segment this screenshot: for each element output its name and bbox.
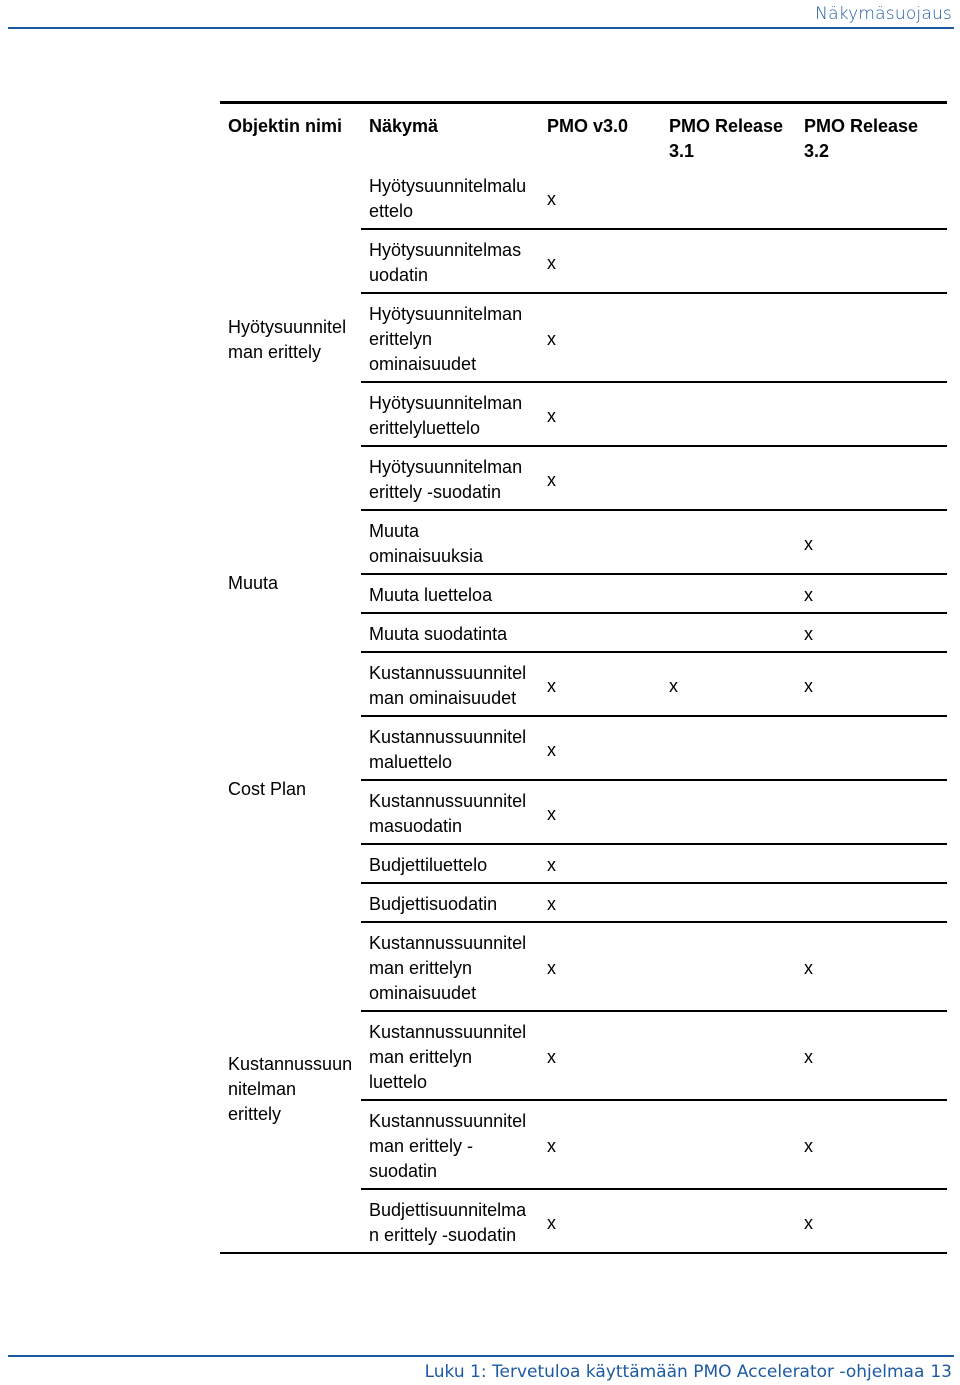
- pmo-v30-cell: x: [539, 883, 661, 922]
- pmo-v30-cell: x: [539, 922, 661, 1011]
- page-footer: [425, 1362, 952, 1382]
- column-header-object: Objektin nimi: [228, 116, 343, 136]
- pmo-r31-cell: [661, 1189, 796, 1253]
- pmo-r31-cell: x: [661, 652, 796, 716]
- table-body: [220, 166, 947, 1253]
- pmo-v30-cell: x: [539, 229, 661, 293]
- view-name-cell: Hyötysuunnitelman erittely -suodatin: [361, 446, 539, 510]
- view-name-cell: Kustannussuunnitelman erittely -suodatin: [361, 1100, 539, 1189]
- pmo-r31-cell: [661, 883, 796, 922]
- view-name-cell: Kustannussuunnitelmasuodatin: [361, 780, 539, 844]
- view-name-cell: Kustannussuunnitelman erittelyn luettelo: [361, 1011, 539, 1100]
- view-name-cell: Kustannussuunnitelman ominaisuudet: [361, 652, 539, 716]
- pmo-v30-cell: x: [547, 1212, 556, 1233]
- pmo-r31-cell: [661, 780, 796, 844]
- object-name-cell: Cost Plan: [228, 778, 307, 799]
- table-row: [220, 166, 947, 229]
- pmo-r32-cell: [796, 382, 947, 446]
- pmo-r31-cell: [661, 510, 796, 574]
- pmo-v30-cell: [539, 510, 661, 574]
- pmo-r32-cell: x: [796, 613, 947, 652]
- footer-rule: [8, 1355, 954, 1357]
- view-name-cell: Budjettisuunnitelman erittely -suodatin: [369, 1200, 527, 1245]
- object-name-cell: Kustannussuunnitelman erittely: [228, 1053, 353, 1124]
- object-name-cell: Hyötysuunnitelman erittely: [228, 317, 347, 362]
- view-name-cell: Budjettiluettelo: [361, 844, 539, 883]
- pmo-r32-cell: [796, 166, 947, 229]
- column-header-v30: PMO v3.0: [547, 116, 629, 136]
- view-name-cell: Hyötysuunnitelman erittelyluettelo: [361, 382, 539, 446]
- pmo-v30-cell: x: [539, 446, 661, 510]
- view-name-cell: Hyötysuunnitelmaluettelo: [361, 166, 539, 229]
- pmo-r31-cell: [661, 574, 796, 613]
- table-header-row: [220, 103, 947, 167]
- table-row: [220, 652, 947, 716]
- pmo-r31-cell: [661, 1011, 796, 1100]
- view-name-cell: Kustannussuunnitelman erittelyn ominaisuudet: [361, 922, 539, 1011]
- pmo-v30-cell: x: [539, 382, 661, 446]
- pmo-r31-cell: [661, 1100, 796, 1189]
- pmo-r31-cell: [661, 293, 796, 382]
- pmo-r31-cell: [661, 382, 796, 446]
- pmo-v30-cell: [539, 613, 661, 652]
- object-name-cell: Muuta: [228, 572, 279, 593]
- pmo-v30-cell: x: [539, 780, 661, 844]
- view-name-cell: Muuta suodatinta: [361, 613, 539, 652]
- pmo-r31-cell: [661, 716, 796, 780]
- pmo-r32-cell: x: [796, 922, 947, 1011]
- running-header-title: Näkymäsuojaus: [815, 4, 952, 24]
- column-header-r32: PMO Release 3.2: [804, 116, 919, 161]
- views-table: [220, 101, 947, 1254]
- table-row: [220, 510, 947, 574]
- table-row: [220, 922, 947, 1011]
- pmo-r31-cell: [661, 229, 796, 293]
- pmo-r32-cell: [796, 780, 947, 844]
- pmo-v30-cell: x: [539, 652, 661, 716]
- pmo-r31-cell: [661, 922, 796, 1011]
- view-name-cell: Hyötysuunnitelmasuodatin: [361, 229, 539, 293]
- view-name-cell: Muuta ominaisuuksia: [361, 510, 539, 574]
- pmo-r31-cell: [661, 613, 796, 652]
- pmo-r32-cell: [796, 716, 947, 780]
- pmo-v30-cell: x: [539, 1100, 661, 1189]
- view-name-cell: Hyötysuunnitelman erittelyn ominaisuudet: [361, 293, 539, 382]
- column-header-r31: PMO Release 3.1: [669, 116, 784, 161]
- header-rule: [8, 27, 954, 29]
- pmo-v30-cell: x: [539, 844, 661, 883]
- pmo-r32-cell: x: [796, 1100, 947, 1189]
- pmo-r32-cell: x: [796, 510, 947, 574]
- pmo-r32-cell: [796, 446, 947, 510]
- footer-page-number: 13: [930, 1362, 952, 1382]
- pmo-r32-cell: x: [796, 1011, 947, 1100]
- view-name-cell: Muuta luetteloa: [361, 574, 539, 613]
- pmo-v30-cell: [539, 574, 661, 613]
- pmo-r32-cell: [796, 293, 947, 382]
- pmo-r32-cell: x: [796, 574, 947, 613]
- view-name-cell: Kustannussuunnitelmaluettelo: [361, 716, 539, 780]
- footer-chapter: Luku 1: Tervetuloa käyttämään PMO Accelerator -ohjelmaa: [424, 1362, 925, 1382]
- pmo-r32-cell: [796, 844, 947, 883]
- pmo-v30-cell: x: [539, 166, 661, 229]
- pmo-r32-cell: [796, 883, 947, 922]
- pmo-r32-cell: x: [804, 1212, 813, 1233]
- pmo-r31-cell: [661, 166, 796, 229]
- pmo-r32-cell: [796, 229, 947, 293]
- view-name-cell: Budjettisuodatin: [361, 883, 539, 922]
- pmo-r31-cell: [661, 446, 796, 510]
- pmo-r31-cell: [661, 844, 796, 883]
- pmo-v30-cell: x: [539, 1011, 661, 1100]
- column-header-view: Näkymä: [369, 116, 439, 136]
- pmo-v30-cell: x: [539, 716, 661, 780]
- pmo-v30-cell: x: [539, 293, 661, 382]
- pmo-r32-cell: x: [796, 652, 947, 716]
